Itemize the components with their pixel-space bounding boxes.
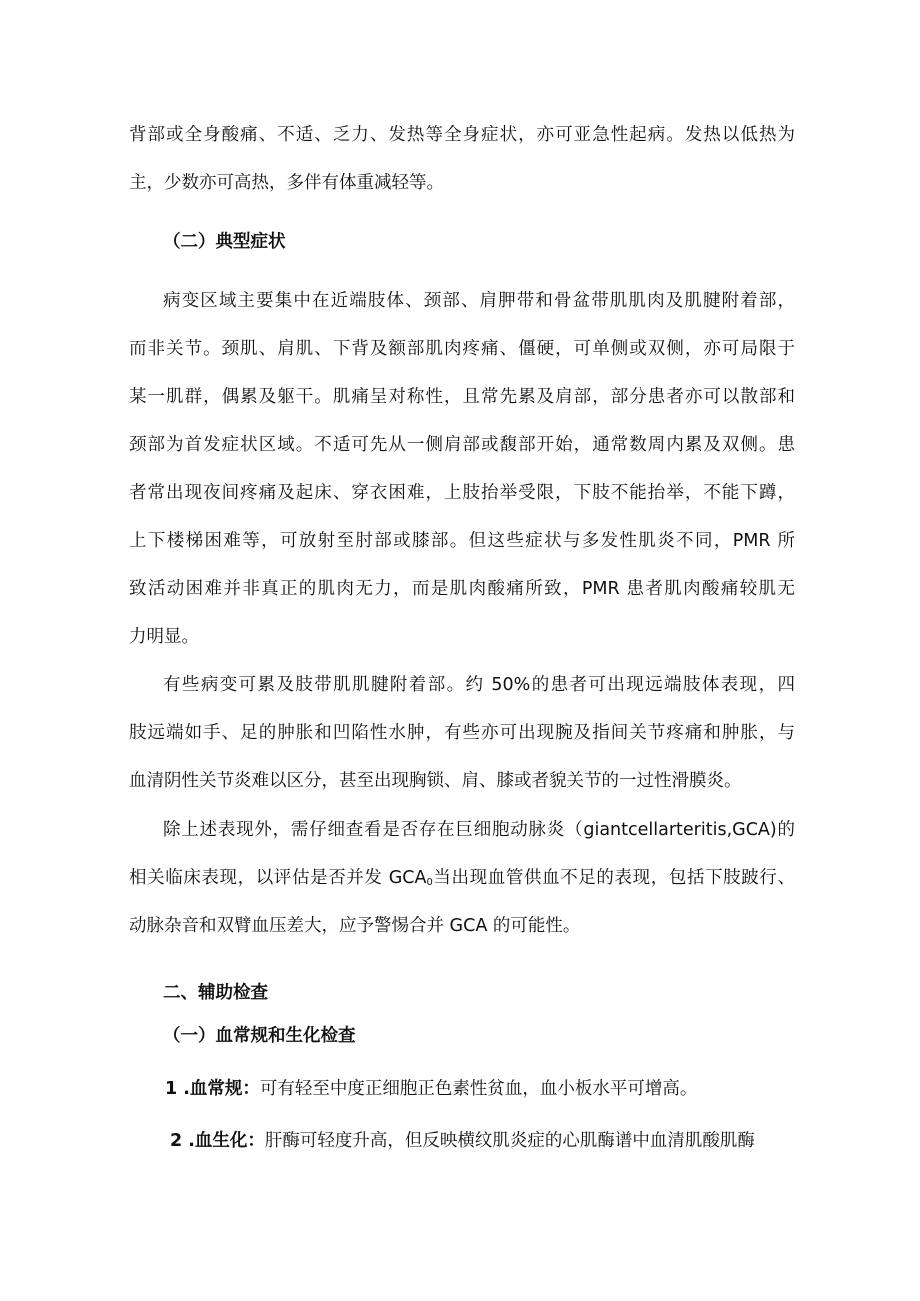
body-text-line: 血清阴性关节炎难以区分，甚至出现胸锁、肩、膝或者貌关节的一过性滑膜炎。 bbox=[129, 771, 742, 791]
body-text-line: 肢远端如手、足的肿胀和凹陷性水肿，有些亦可出现腕及指间关节疼痛和肿胀，与 bbox=[129, 723, 795, 743]
list-item-label: 2 .血生化： bbox=[170, 1131, 265, 1151]
body-text-line: 颈部为首发症状区域。不适可先从一侧肩部或馥部开始，通常数周内累及双侧。患 bbox=[129, 435, 795, 455]
body-text-line: 某一肌群，偶累及躯干。肌痛呈对称性，且常先累及肩部，部分患者亦可以散部和 bbox=[129, 387, 795, 407]
body-text-line: 动脉杂音和双臂血压差大，应予警惕合并 GCA 的可能性。 bbox=[129, 916, 581, 936]
list-item bbox=[170, 1129, 755, 1153]
body-text-line: 上下楼梯困难等，可放射至肘部或膝部。但这些症状与多发性肌炎不同，PMR 所 bbox=[129, 531, 795, 551]
body-text-line: 背部或全身酸痛、不适、乏力、发热等全身症状，亦可亚急性起病。发热以低热为 bbox=[129, 125, 795, 145]
body-text-line: 除上述表现外，需仔细查看是否存在巨细胞动脉炎（giantcellarteritis,GCA)的 bbox=[163, 820, 795, 840]
section-heading: 二、辅助检查 bbox=[163, 983, 268, 1003]
text-fragment: 当出现血管供血不足的表现，包括下肢跛行、 bbox=[432, 868, 795, 888]
body-text-line: 有些病变可累及肢带肌肌腱附着部。约 50%的患者可出现远端肢体表现，四 bbox=[163, 675, 795, 695]
section-heading: （二）典型症状 bbox=[163, 232, 286, 252]
body-text-line: 主，少数亦可高热，多伴有体重减轻等。 bbox=[129, 173, 444, 193]
body-text-line: 致活动困难并非真正的肌肉无力，而是肌肉酸痛所致，PMR 患者肌肉酸痛较肌无 bbox=[129, 579, 795, 599]
subscript: 0 bbox=[426, 877, 433, 888]
body-text-line bbox=[129, 866, 795, 890]
list-item-text: 可有轻至中度正细胞正色素性贫血，血小板水平可增高。 bbox=[259, 1079, 698, 1099]
body-text-line: 者常出现夜间疼痛及起床、穿衣困难，上肢抬举受限，下肢不能抬举，不能下蹲， bbox=[129, 483, 795, 503]
list-item bbox=[165, 1077, 697, 1101]
text-fragment: 相关临床表现，以评估是否并发 GCA bbox=[129, 868, 427, 888]
subsection-heading: （一）血常规和生化检查 bbox=[163, 1026, 356, 1046]
list-item-text: 肝酶可轻度升高，但反映横纹肌炎症的心肌酶谱中血清肌酸肌酶 bbox=[264, 1131, 755, 1151]
body-text-line: 力明显。 bbox=[129, 627, 199, 647]
list-item-label: 1 .血常规： bbox=[165, 1079, 260, 1099]
body-text-line: 病变区域主要集中在近端肢体、颈部、肩胛带和骨盆带肌肌肉及肌腱附着部， bbox=[163, 291, 795, 311]
body-text-line: 而非关节。颈肌、肩肌、下背及额部肌肉疼痛、僵硬，可单侧或双侧，亦可局限于 bbox=[129, 339, 795, 359]
